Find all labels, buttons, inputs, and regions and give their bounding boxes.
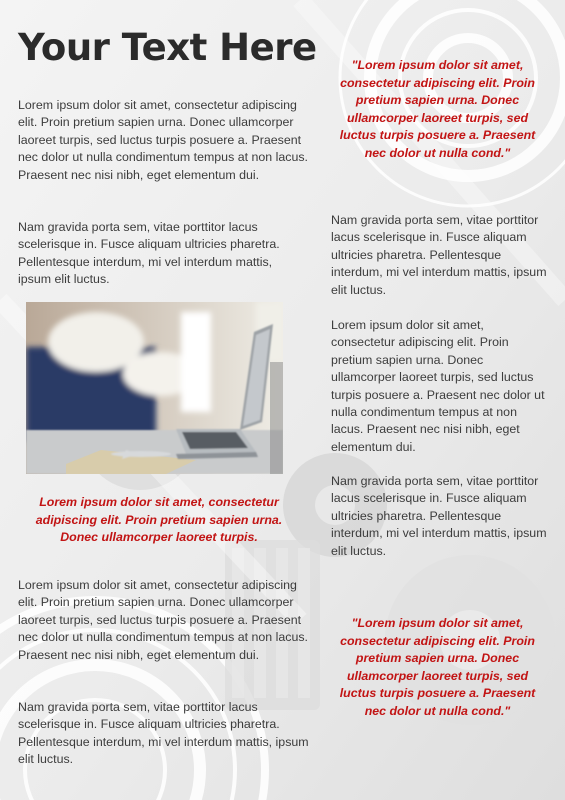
right-pull-quote-bottom: "Lorem ipsum dolor sit amet, consectetur adipiscing elit. Proin pretium sapien urna. Donec ullamcorper laoreet turpis, sed luctus turpis posuere a. Praesent nec dolor ut nulla cond.": [339, 616, 536, 718]
right-paragraph-3: Nam gravida porta sem, vitae porttitor lacus scelerisque in. Fusce aliquam ultricies pharetra. Pellentesque interdum, mi vel interdum mattis, ipsum elit luctus.: [331, 474, 547, 558]
right-paragraph-2: Lorem ipsum dolor sit amet, consectetur adipiscing elit. Proin pretium sapien urna. Donec ullamcorper laoreet turpis, sed luctus turpis posuere a. Praesent nec dolor ut nulla condimentum tempus at non lacus. Praesent nec nisi nibh, eget elementum dui.: [331, 318, 545, 454]
left-paragraph-3: Lorem ipsum dolor sit amet, consectetur adipiscing elit. Proin pretium sapien urna. Donec ullamcorper laoreet turpis, sed luctus turpis posuere a. Praesent nec dolor ut nulla condimentum tempus at non lacus. Praesent nec nisi nibh, eget elementum dui.: [18, 578, 308, 662]
right-pull-quote-top: "Lorem ipsum dolor sit amet, consectetur adipiscing elit. Proin pretium sapien urna. Donec ullamcorper laoreet turpis, sed luctus turpis posuere a. Praesent nec dolor ut nulla cond.": [339, 58, 536, 160]
left-paragraph-1: Lorem ipsum dolor sit amet, consectetur adipiscing elit. Proin pretium sapien urna. Donec ullamcorper laoreet turpis, sed luctus turpis posuere a. Praesent nec dolor ut nulla condimentum tempus at non lacus. Praesent nec nisi nibh, eget elementum dui.: [18, 98, 308, 182]
left-paragraph-2: Nam gravida porta sem, vitae porttitor lacus scelerisque in. Fusce aliquam ultricies pharetra. Pellentesque interdum, mi vel interdum mattis, ipsum elit luctus.: [18, 220, 280, 287]
page-title: Your Text Here: [18, 26, 317, 69]
left-paragraph-4: Nam gravida porta sem, vitae porttitor lacus scelerisque in. Fusce aliquam ultricies pharetra. Pellentesque interdum, mi vel interdum mattis, ipsum elit luctus.: [18, 700, 309, 767]
left-pull-quote: Lorem ipsum dolor sit amet, consectetur adipiscing elit. Proin pretium sapien urna. Donec ullamcorper laoreet turpis.: [35, 495, 283, 545]
right-paragraph-1: Nam gravida porta sem, vitae porttitor lacus scelerisque in. Fusce aliquam ultricies pharetra. Pellentesque interdum, mi vel interdum mattis, ipsum elit luctus.: [331, 213, 547, 297]
laptop-office-photo: [26, 302, 283, 474]
